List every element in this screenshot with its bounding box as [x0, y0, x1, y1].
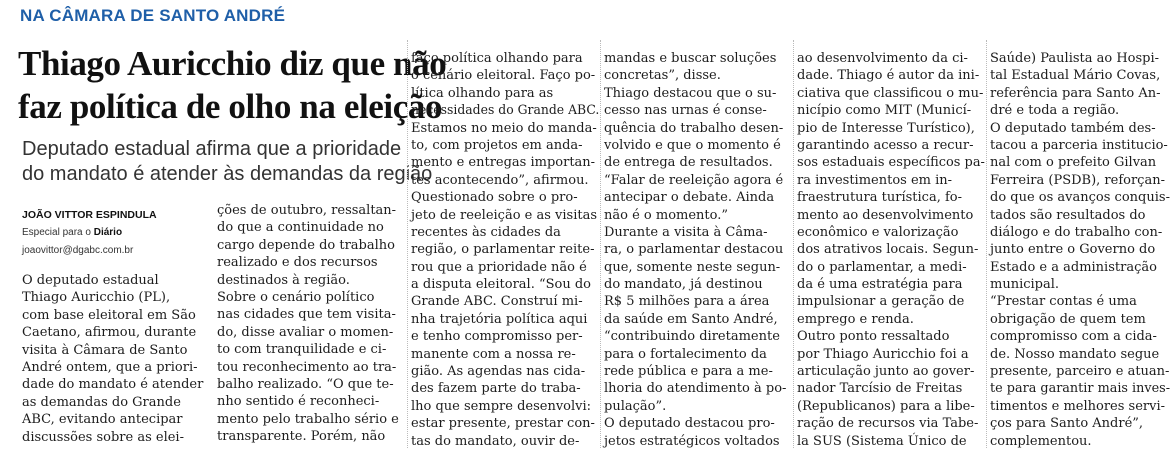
article-line: obrigação de quem tem	[990, 311, 1146, 327]
article-line: concretas”, disse.	[604, 68, 721, 84]
article-line: o cenário eleitoral. Faço po-	[411, 68, 596, 84]
article-line: lho que sempre desenvolvi:	[411, 398, 592, 414]
article-line: Thiago destacou que o su-	[604, 85, 777, 101]
article-line: transparente. Porém, não	[217, 429, 386, 445]
article-line: (Republicanos) para a libe-	[797, 398, 975, 414]
article-line: la SUS (Sistema Único de	[797, 433, 967, 449]
article-line: Estamos no meio do manda-	[411, 120, 597, 136]
article-line: ciativa que classificou o mu-	[797, 85, 984, 101]
article-line: de entrega de resultados.	[604, 155, 773, 171]
article-line: diálogo e do trabalho con-	[990, 224, 1163, 240]
article-line: nal com o prefeito Gilvan	[990, 155, 1157, 171]
article-line: to com tranquilidade e ci-	[217, 342, 387, 358]
article-line: Durante a visita à Câma-	[604, 224, 768, 240]
article-line: nho sentido é reconheci-	[217, 394, 380, 410]
headline	[18, 42, 447, 128]
article-line: ra investimentos em in-	[797, 172, 953, 188]
article-line: timentos e melhores servi-	[990, 398, 1166, 414]
article-line: Questionado sobre o pro-	[411, 190, 578, 206]
article-line: do que a continuidade no	[217, 220, 384, 236]
article-line: O deputado destacou pro-	[604, 416, 775, 432]
article-line: junto entre o Governo do	[990, 242, 1156, 258]
article-line: recentes às cidades da	[411, 224, 561, 240]
article-line: Ferreira (PSDB), reforçan-	[990, 172, 1165, 188]
column-divider	[407, 40, 408, 448]
article-line: balho realizado. “O que te-	[217, 376, 394, 392]
article-column-4	[604, 50, 792, 450]
article-line: lítica olhando para as	[411, 85, 554, 101]
article-line: econômico e valorização	[797, 224, 959, 240]
article-line: ao desenvolvimento da ci-	[797, 51, 968, 66]
article-line: quência do trabalho desen-	[604, 120, 784, 136]
article-line: do o parlamentar, a medi-	[797, 259, 967, 275]
article-line: dade. Thiago é autor da ini-	[797, 68, 980, 84]
article-line: da é uma estratégia para	[797, 277, 963, 293]
article-line: to, com projetos em anda-	[411, 137, 583, 153]
article-line: cesso nas urnas é conse-	[604, 103, 767, 119]
article-line: O deputado também des-	[990, 120, 1156, 136]
column-divider	[986, 40, 987, 448]
article-line: do, disse avaliar o momen-	[217, 324, 394, 340]
article-line: complementou.	[990, 433, 1092, 449]
article-line: visita à Câmara de Santo	[22, 342, 188, 358]
article-column-2	[217, 202, 405, 445]
article-line: Thiago Auricchio (PL),	[22, 290, 171, 306]
article-line: ra, o parlamentar destacou	[604, 242, 784, 258]
byline-author: JOÃO VITTOR ESPINDULA	[22, 209, 157, 221]
article-line: tou reconhecimento ao tra-	[217, 359, 397, 375]
byline	[22, 206, 212, 260]
article-line: de. Nosso mandato segue	[990, 346, 1160, 362]
article-line: antecipar o debate. Ainda	[604, 190, 775, 206]
article-line: tados são resultados do	[990, 207, 1146, 223]
column-divider	[793, 40, 794, 448]
byline-affiliation	[22, 224, 212, 242]
article-line: gião. As agendas nas cida-	[411, 364, 586, 380]
article-line: nicípio como MIT (Municí-	[797, 103, 972, 119]
article-line: destinados à região.	[217, 272, 350, 288]
article-line: do que os avanços conquis-	[990, 190, 1170, 206]
article-column-1	[22, 272, 210, 446]
column-divider	[600, 40, 601, 448]
article-line: rede pública e para a me-	[604, 364, 773, 380]
article-line: que, somente neste segun-	[604, 259, 781, 275]
article-line: articulação junto ao gover-	[797, 364, 975, 380]
article-line: des fazem parte do traba-	[411, 381, 581, 397]
article-line: para o fortalecimento da	[604, 346, 767, 362]
article-line: não é o momento.”	[604, 207, 729, 223]
article-line: “contribuindo diretamente	[604, 329, 780, 345]
article-line: compromisso com a cida-	[990, 329, 1157, 345]
article-line: Grande ABC. Construí mi-	[411, 294, 583, 310]
article-line: Saúde) Paulista ao Hospi-	[990, 51, 1160, 66]
article-line: pio de Interesse Turístico),	[797, 120, 975, 136]
article-line: com base eleitoral em São	[22, 307, 196, 323]
article-line: sos estaduais específicos pa-	[797, 155, 985, 171]
headline-line: faz política de olho na eleição	[18, 87, 443, 126]
article-line: pulação”.	[604, 398, 667, 414]
subheadline-line: do mandato é atender às demandas da região	[22, 163, 433, 185]
article-line: do mandato, já destinou	[604, 277, 763, 293]
article-line: presente, parceiro e atuan-	[990, 364, 1170, 380]
article-line: a disputa eleitoral. “Sou do	[411, 277, 592, 293]
article-line: “Prestar contas é uma	[990, 294, 1137, 310]
article-line: emprego e renda.	[797, 311, 914, 327]
article-line: volvido e que o momento é	[604, 137, 781, 153]
section-label: NA CÂMARA DE SANTO ANDRÉ	[20, 6, 286, 25]
article-column-6	[990, 50, 1170, 450]
article-line: nador Tarcísio de Freitas	[797, 381, 963, 397]
article-line: nha trajetória política aqui	[411, 311, 588, 327]
article-line: Caetano, afirmou, durante	[22, 325, 197, 341]
article-line: nas cidades que tem visita-	[217, 307, 396, 323]
article-line: André ontem, que a priori-	[22, 359, 198, 375]
article-line: mandas e buscar soluções	[604, 51, 777, 66]
article-line: mento ao desenvolvimento	[797, 207, 974, 223]
article-line: lhoria do atendimento à po-	[604, 381, 787, 397]
article-line: Sobre o cenário político	[217, 289, 375, 305]
article-line: e tenho compromisso per-	[411, 329, 583, 345]
article-line: tes acontecendo”, afirmou.	[411, 172, 589, 188]
article-line: necessidades do Grande ABC.	[411, 103, 600, 119]
subheadline	[22, 137, 433, 187]
article-line: da saúde em Santo André,	[604, 311, 778, 327]
article-line: municipal.	[990, 277, 1060, 293]
article-line: faço política olhando para	[411, 51, 583, 66]
article-line: ções de outubro, ressaltan-	[217, 203, 397, 218]
article-line: jeto de reeleição e as visitas	[411, 207, 598, 223]
byline-publication: Diário	[93, 227, 123, 238]
article-line: referência para Santo An-	[990, 85, 1161, 101]
article-line: realizado e dos recursos	[217, 255, 378, 271]
article-line: cargo depende do trabalho	[217, 237, 395, 253]
article-line: jetos estratégicos voltados	[604, 433, 780, 449]
article-line: estar presente, prestar con-	[411, 416, 595, 432]
article-line: discussões sobre as elei-	[22, 429, 184, 445]
article-line: R$ 5 milhões para a área	[604, 294, 770, 310]
article-line: Outro ponto ressaltado	[797, 329, 950, 345]
article-line: manente com a nossa re-	[411, 346, 576, 362]
article-line: rou que a prioridade não é	[411, 259, 587, 275]
article-column-5	[797, 50, 985, 450]
article-line: mento pelo trabalho sério e	[217, 411, 399, 427]
article-line: fraestrutura turística, fo-	[797, 190, 962, 206]
headline-line: Thiago Auricchio diz que não	[18, 44, 447, 83]
article-line: garantindo acesso a recur-	[797, 137, 974, 153]
article-line: ração de recursos via Tabe-	[797, 416, 979, 432]
article-line: região, o parlamentar reite-	[411, 242, 595, 258]
article-column-3	[411, 50, 599, 450]
article-line: tal Estadual Mário Covas,	[990, 68, 1161, 84]
article-line: “Falar de reeleição agora é	[604, 172, 784, 188]
article-line: ços para Santo André”,	[990, 416, 1144, 432]
article-line: impulsionar a geração de	[797, 294, 965, 310]
article-line: mento e entregas importan-	[411, 155, 596, 171]
article-line: Estado e a administração	[990, 259, 1157, 275]
article-line: dade do mandato é atender	[22, 377, 204, 393]
article-line: por Thiago Auricchio foi a	[797, 346, 969, 362]
article-line: tas do mandato, ouvir de-	[411, 433, 580, 449]
article-line: ABC, evitando antecipar	[22, 412, 183, 428]
article-line: dré e toda a região.	[990, 103, 1120, 119]
byline-affiliation-prefix: Especial para o	[22, 227, 94, 238]
article-line: tacou a parceria institucio-	[990, 137, 1168, 153]
article-line: as demandas do Grande	[22, 394, 181, 410]
article-line: te para garantir mais inves-	[990, 381, 1171, 397]
article-line: O deputado estadual	[22, 273, 159, 288]
subheadline-line: Deputado estadual afirma que a prioridade	[22, 138, 402, 160]
byline-email: joaovittor@dgabc.com.br	[22, 245, 134, 256]
article-line: dos atrativos locais. Segun-	[797, 242, 979, 258]
